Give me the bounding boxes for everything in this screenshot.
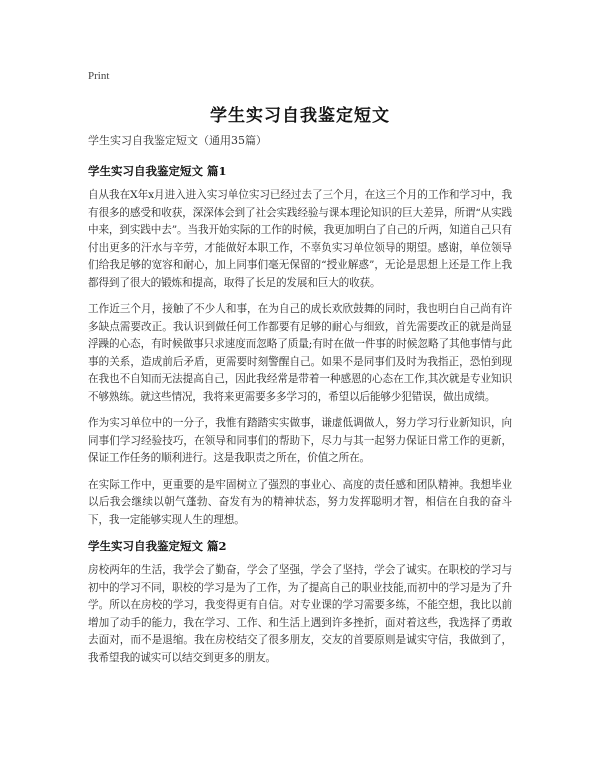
section-heading: 学生实习自我鉴定短文 篇2: [88, 539, 227, 553]
paragraph: 在实际工作中，更重要的是牢固树立了强烈的事业心、高度的责任感和团队精神。我想毕业以后我会继续以朝气蓬勃、奋发有为的精神状态，努力发挥聪明才智，相信在自我的奋斗下，我一定能够实现人生的理想。: [88, 478, 512, 526]
section-heading: 学生实习自我鉴定短文 篇1: [88, 164, 227, 178]
paragraph: 作为实习单位中的一分子，我惟有踏踏实实做事，谦虚低调做人，努力学习行业新知识，向同事们学习经验技巧，在领导和同事们的帮助下，尽力与其一起努力保证日常工作的更新，保证工作任务的顺利进行。这是我职责之所在，价值之所在。: [88, 417, 512, 464]
article-section-1: [88, 163, 512, 529]
document-title: 学生实习自我鉴定短文: [210, 106, 390, 126]
print-label: Print: [88, 70, 110, 82]
document-subtitle: 学生实习自我鉴定短文（通用35篇）: [88, 134, 267, 147]
document-body: [88, 133, 512, 676]
article-section-2: [88, 538, 512, 667]
paragraph: 自从我在X年x月进入进入实习单位实习已经过去了三个月，在这三个月的工作和学习中，我有很多的感受和收获，深深体会到了社会实践经验与课本理论知识的巨大差异，所谓“从实践中来，到实践中去”。当我开始实际的工作的时候，我更加明白了自己的斤两，知道自己只有付出更多的汗水与辛劳，才能做好本职工作，不辜负实习单位领导的期望。感谢，单位领导们给我足够的宽容和耐心，加上同事们毫无保留的“授业解惑”，无论是思想上还是工作上我都得到了很大的锻炼和提高，取得了长足的发展和巨大的收获。: [88, 189, 512, 289]
paragraph: 工作近三个月，接触了不少人和事，在为自己的成长欢欣鼓舞的同时，我也明白自己尚有许多缺点需要改正。我认识到做任何工作都要有足够的耐心与细致，首先需要改正的就是尚显浮躁的心态，有时候做事只求速度而忽略了质量;有时在做一件事的时候忽略了其他事情与此事的关系，造成前后矛盾，更需要时刻警醒自己。如果不是同事们及时为我指正，恐怕到现在我也不自知而无法提高自己，因此我经常是带着一种感恩的心态在工作,其次就是专业知识不够熟练。就这些情况，我将来更需要多多学习的，希望以后能够少犯错误，做出成绩。: [88, 303, 512, 403]
paragraph: 房校两年的生活，我学会了勤奋，学会了坚强，学会了坚持，学会了诚实。在职校的学习与初中的学习不同，职校的学习是为了工作，为了提高自己的职业技能,而初中的学习是为了升学。所以在房校的学习，我变得更有自信。对专业课的学习需要多练，不能空想，我比以前增加了动手的能力，我在学习、工作、和生活上遇到许多挫折，面对着这些，我选择了勇敢去面对，而不是退缩。我在房校结交了很多朋友，交友的首要原则是诚实守信，我做到了，我希望我的诚实可以结交到更多的朋友。: [88, 564, 512, 664]
